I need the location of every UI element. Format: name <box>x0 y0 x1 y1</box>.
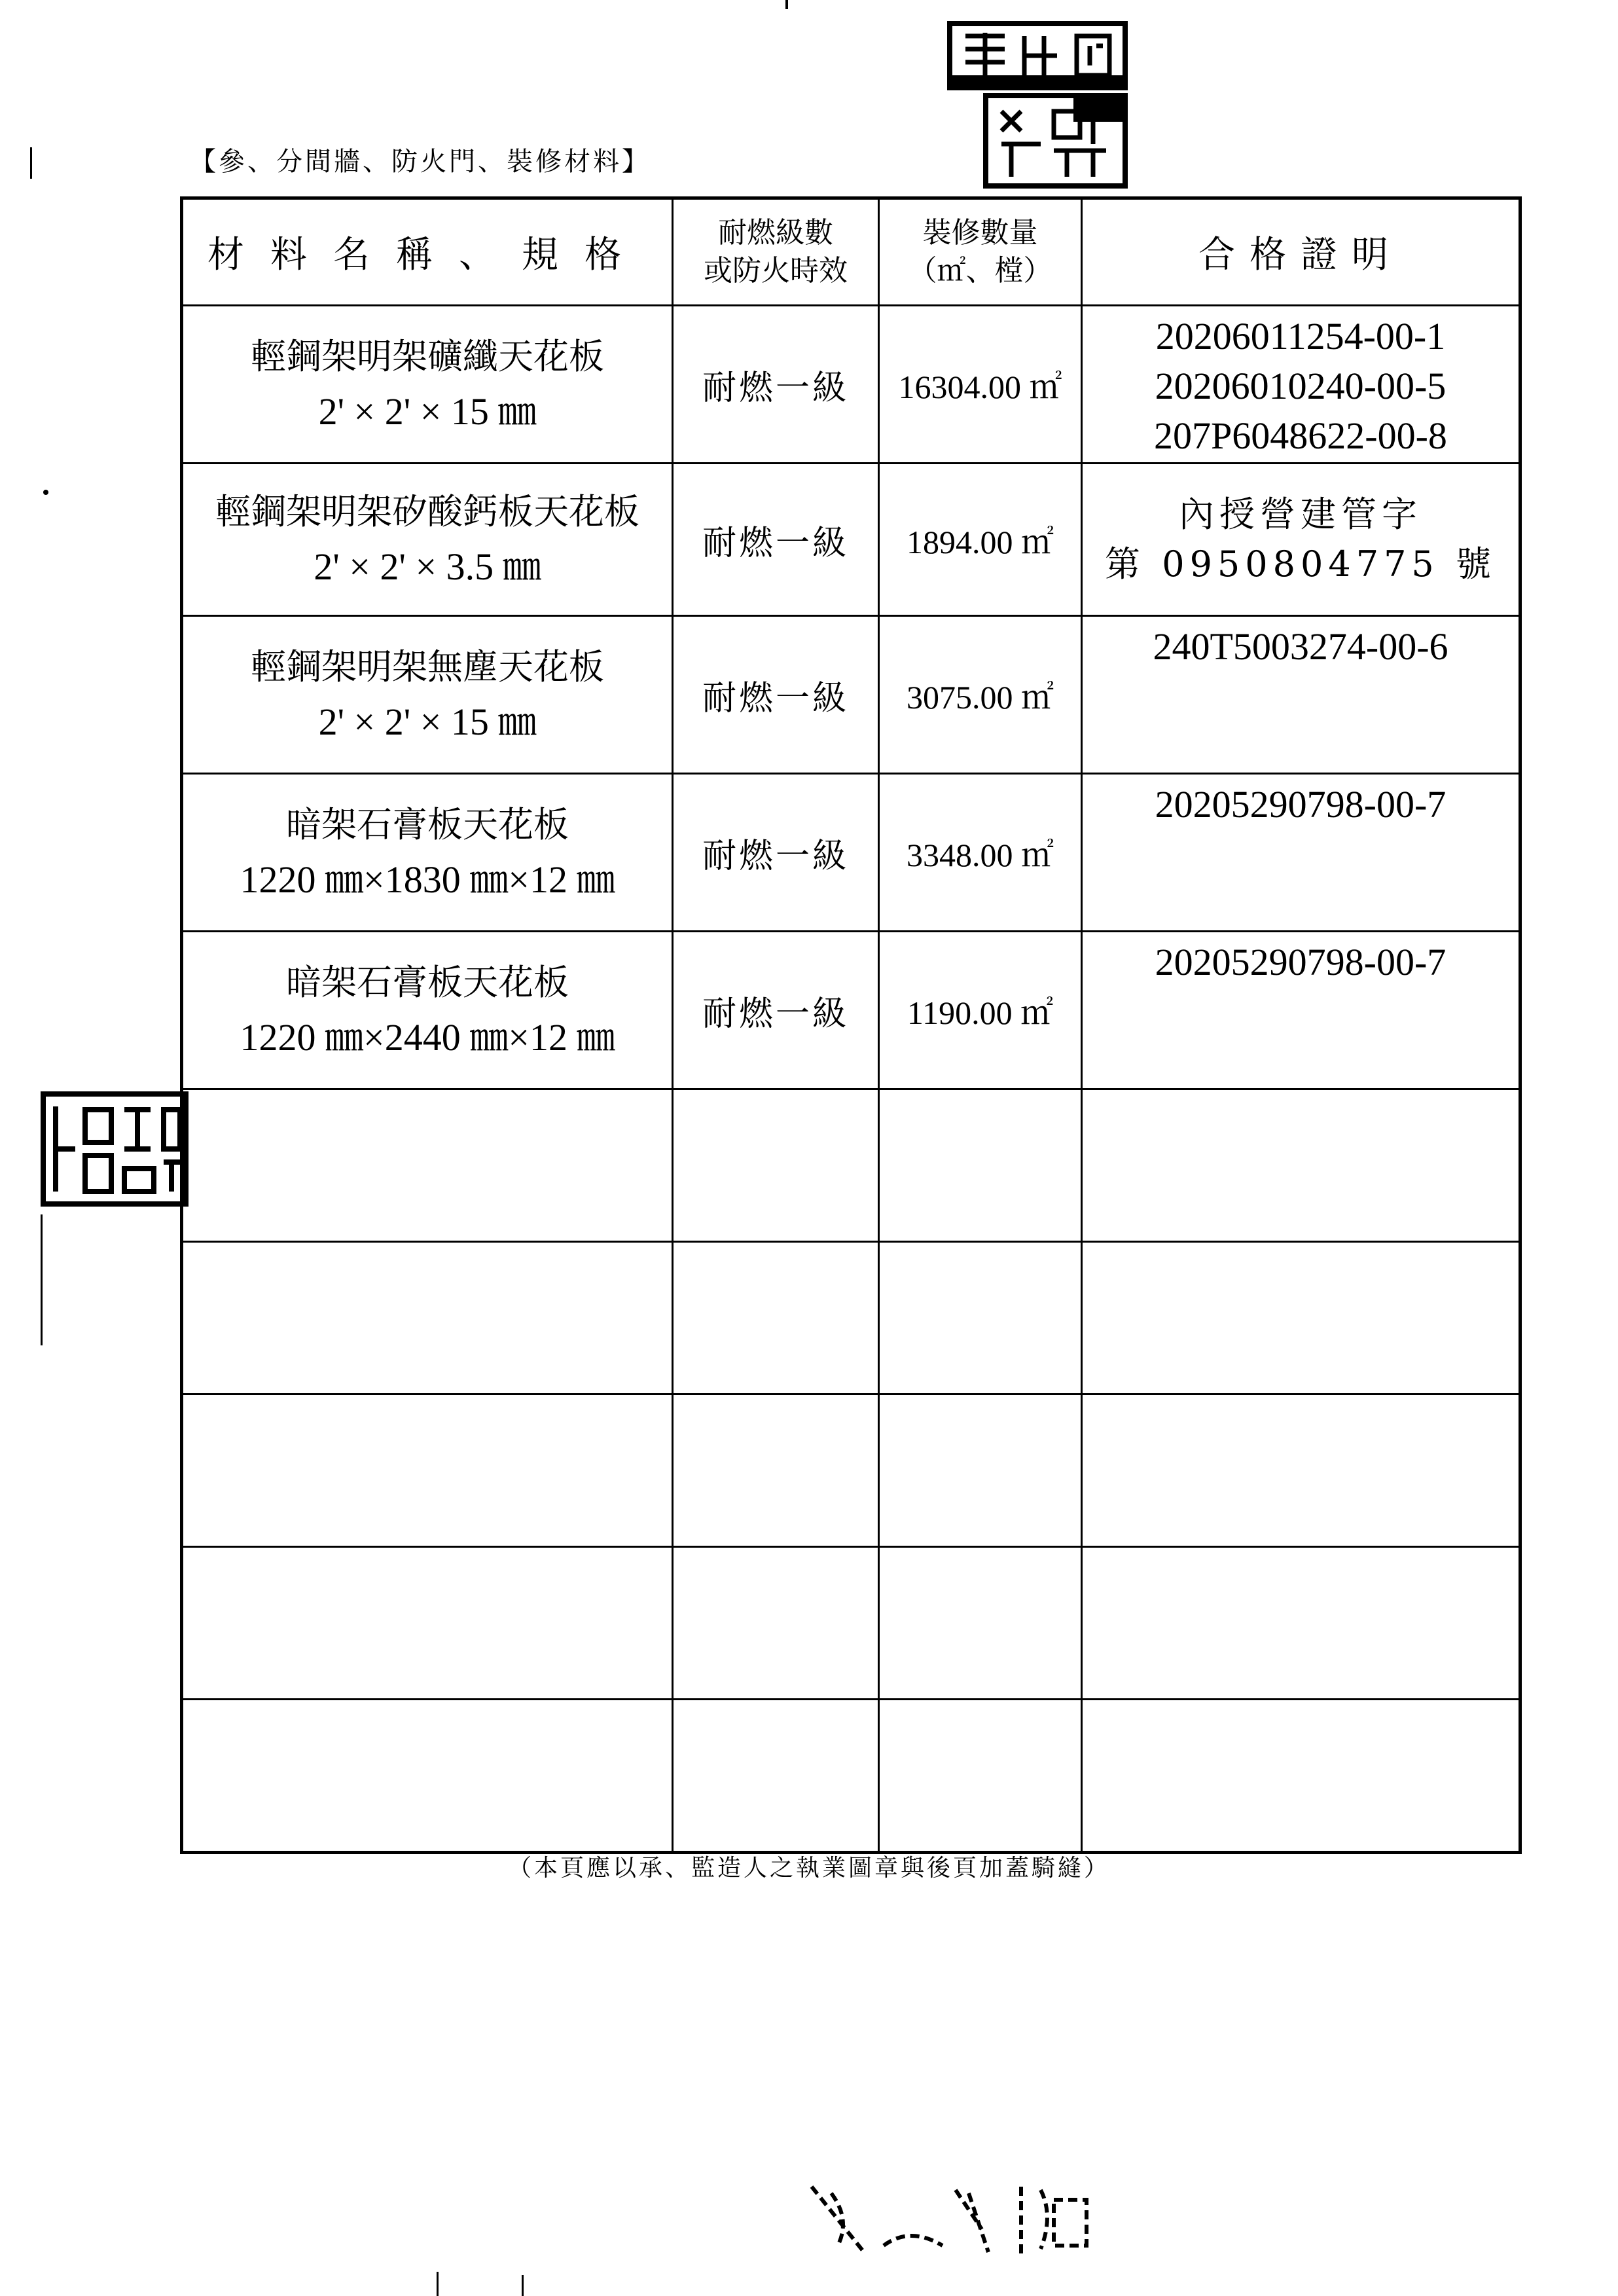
material-name: 輕鋼架明架無塵天花板 <box>251 646 604 687</box>
certificate-line: 第 0950804775 號 <box>1105 543 1496 585</box>
certificate-line: 20206011254-00-1 <box>1155 315 1446 357</box>
empty-cell <box>879 1394 1082 1547</box>
certificate-line: 內授營建管字 <box>1179 494 1422 535</box>
empty-cell <box>879 1089 1082 1242</box>
tick-bottom-1 <box>437 2272 439 2296</box>
empty-cell <box>879 1700 1082 1853</box>
empty-cell <box>182 1394 673 1547</box>
material-name-cell <box>182 774 673 932</box>
empty-cell <box>673 1547 879 1700</box>
seal-stamp-top <box>946 20 1129 92</box>
seal-stamp-bottom <box>805 2174 1106 2265</box>
empty-cell <box>182 1242 673 1394</box>
material-spec: 2' × 2' × 15 ㎜ <box>318 701 537 743</box>
material-name: 輕鋼架明架礦纖天花板 <box>251 336 604 377</box>
certificate-line: 207P6048622-00-8 <box>1154 414 1447 457</box>
footer-note: （本頁應以承、監造人之執業圖章與後頁加蓋騎縫） <box>507 1855 1110 1882</box>
material-name-cell <box>182 464 673 616</box>
empty-table-row <box>182 1547 1520 1700</box>
rating-cell: 耐燃一級 <box>673 932 879 1089</box>
margin-line-top-left <box>30 147 32 179</box>
quantity-cell: 16304.00 ㎡ <box>879 306 1082 464</box>
empty-cell <box>1082 1547 1520 1700</box>
quantity-cell: 1894.00 ㎡ <box>879 464 1082 616</box>
certificate-cell <box>1082 616 1520 774</box>
material-name: 暗架石膏板天花板 <box>286 962 569 1003</box>
empty-cell <box>1082 1700 1520 1853</box>
quantity-cell: 3075.00 ㎡ <box>879 616 1082 774</box>
material-spec: 1220 ㎜×2440 ㎜×12 ㎜ <box>240 1016 615 1059</box>
header-quantity-line2: （㎡、樘） <box>908 254 1052 287</box>
header-rating-line1: 耐燃級數 <box>718 216 833 249</box>
empty-cell <box>182 1089 673 1242</box>
material-name: 暗架石膏板天花板 <box>286 804 569 845</box>
header-quantity-line1: 裝修數量 <box>922 216 1038 249</box>
certificate-cell <box>1082 774 1520 932</box>
header-rating-line2: 或防火時效 <box>704 254 848 287</box>
rating-cell: 耐燃一級 <box>673 774 879 932</box>
empty-cell <box>673 1089 879 1242</box>
table-header-row <box>182 198 1520 306</box>
tick-top <box>785 0 788 9</box>
material-spec: 2' × 2' × 3.5 ㎜ <box>314 545 541 588</box>
material-name-cell <box>182 306 673 464</box>
quantity-cell: 1190.00 ㎡ <box>879 932 1082 1089</box>
empty-table-row <box>182 1700 1520 1853</box>
certificate-line: 20205290798-00-7 <box>1155 941 1447 983</box>
empty-table-row <box>182 1089 1520 1242</box>
table-row <box>182 932 1520 1089</box>
table-row <box>182 464 1520 616</box>
header-material-name: 材料名稱、規格 <box>182 198 673 306</box>
empty-table-row <box>182 1394 1520 1547</box>
certificate-line: 20205290798-00-7 <box>1155 783 1447 826</box>
header-rating <box>673 198 879 306</box>
seal-stamp-upper-right <box>982 92 1129 190</box>
margin-dot-left <box>43 490 48 495</box>
rating-cell: 耐燃一級 <box>673 616 879 774</box>
empty-table-row <box>182 1242 1520 1394</box>
material-spec: 2' × 2' × 15 ㎜ <box>318 390 537 433</box>
table-row <box>182 616 1520 774</box>
certificate-cell <box>1082 464 1520 616</box>
empty-cell <box>1082 1394 1520 1547</box>
table-row <box>182 306 1520 464</box>
rating-cell: 耐燃一級 <box>673 306 879 464</box>
empty-cell <box>1082 1242 1520 1394</box>
quantity-cell: 3348.00 ㎡ <box>879 774 1082 932</box>
material-name-cell <box>182 616 673 774</box>
table-row <box>182 774 1520 932</box>
certificate-cell <box>1082 932 1520 1089</box>
material-name-cell <box>182 932 673 1089</box>
empty-cell <box>1082 1089 1520 1242</box>
empty-cell <box>879 1547 1082 1700</box>
empty-cell <box>182 1547 673 1700</box>
margin-line-left <box>41 1214 43 1345</box>
header-certificate: 合格證明 <box>1082 198 1520 306</box>
header-quantity <box>879 198 1082 306</box>
empty-cell <box>182 1700 673 1853</box>
empty-cell <box>673 1394 879 1547</box>
rating-cell: 耐燃一級 <box>673 464 879 616</box>
empty-cell <box>879 1242 1082 1394</box>
empty-cell <box>673 1700 879 1853</box>
certificate-cell <box>1082 306 1520 464</box>
materials-table <box>180 196 1522 1854</box>
empty-cell <box>673 1242 879 1394</box>
material-spec: 1220 ㎜×1830 ㎜×12 ㎜ <box>240 858 615 901</box>
tick-bottom-2 <box>522 2275 524 2296</box>
certificate-line: 240T5003274-00-6 <box>1153 625 1448 668</box>
material-name: 輕鋼架明架矽酸鈣板天花板 <box>215 491 639 532</box>
certificate-line: 20206010240-00-5 <box>1155 365 1447 407</box>
section-title: 【參、分間牆、防火門、裝修材料】 <box>190 147 651 177</box>
seal-stamp-left-margin <box>39 1090 190 1208</box>
